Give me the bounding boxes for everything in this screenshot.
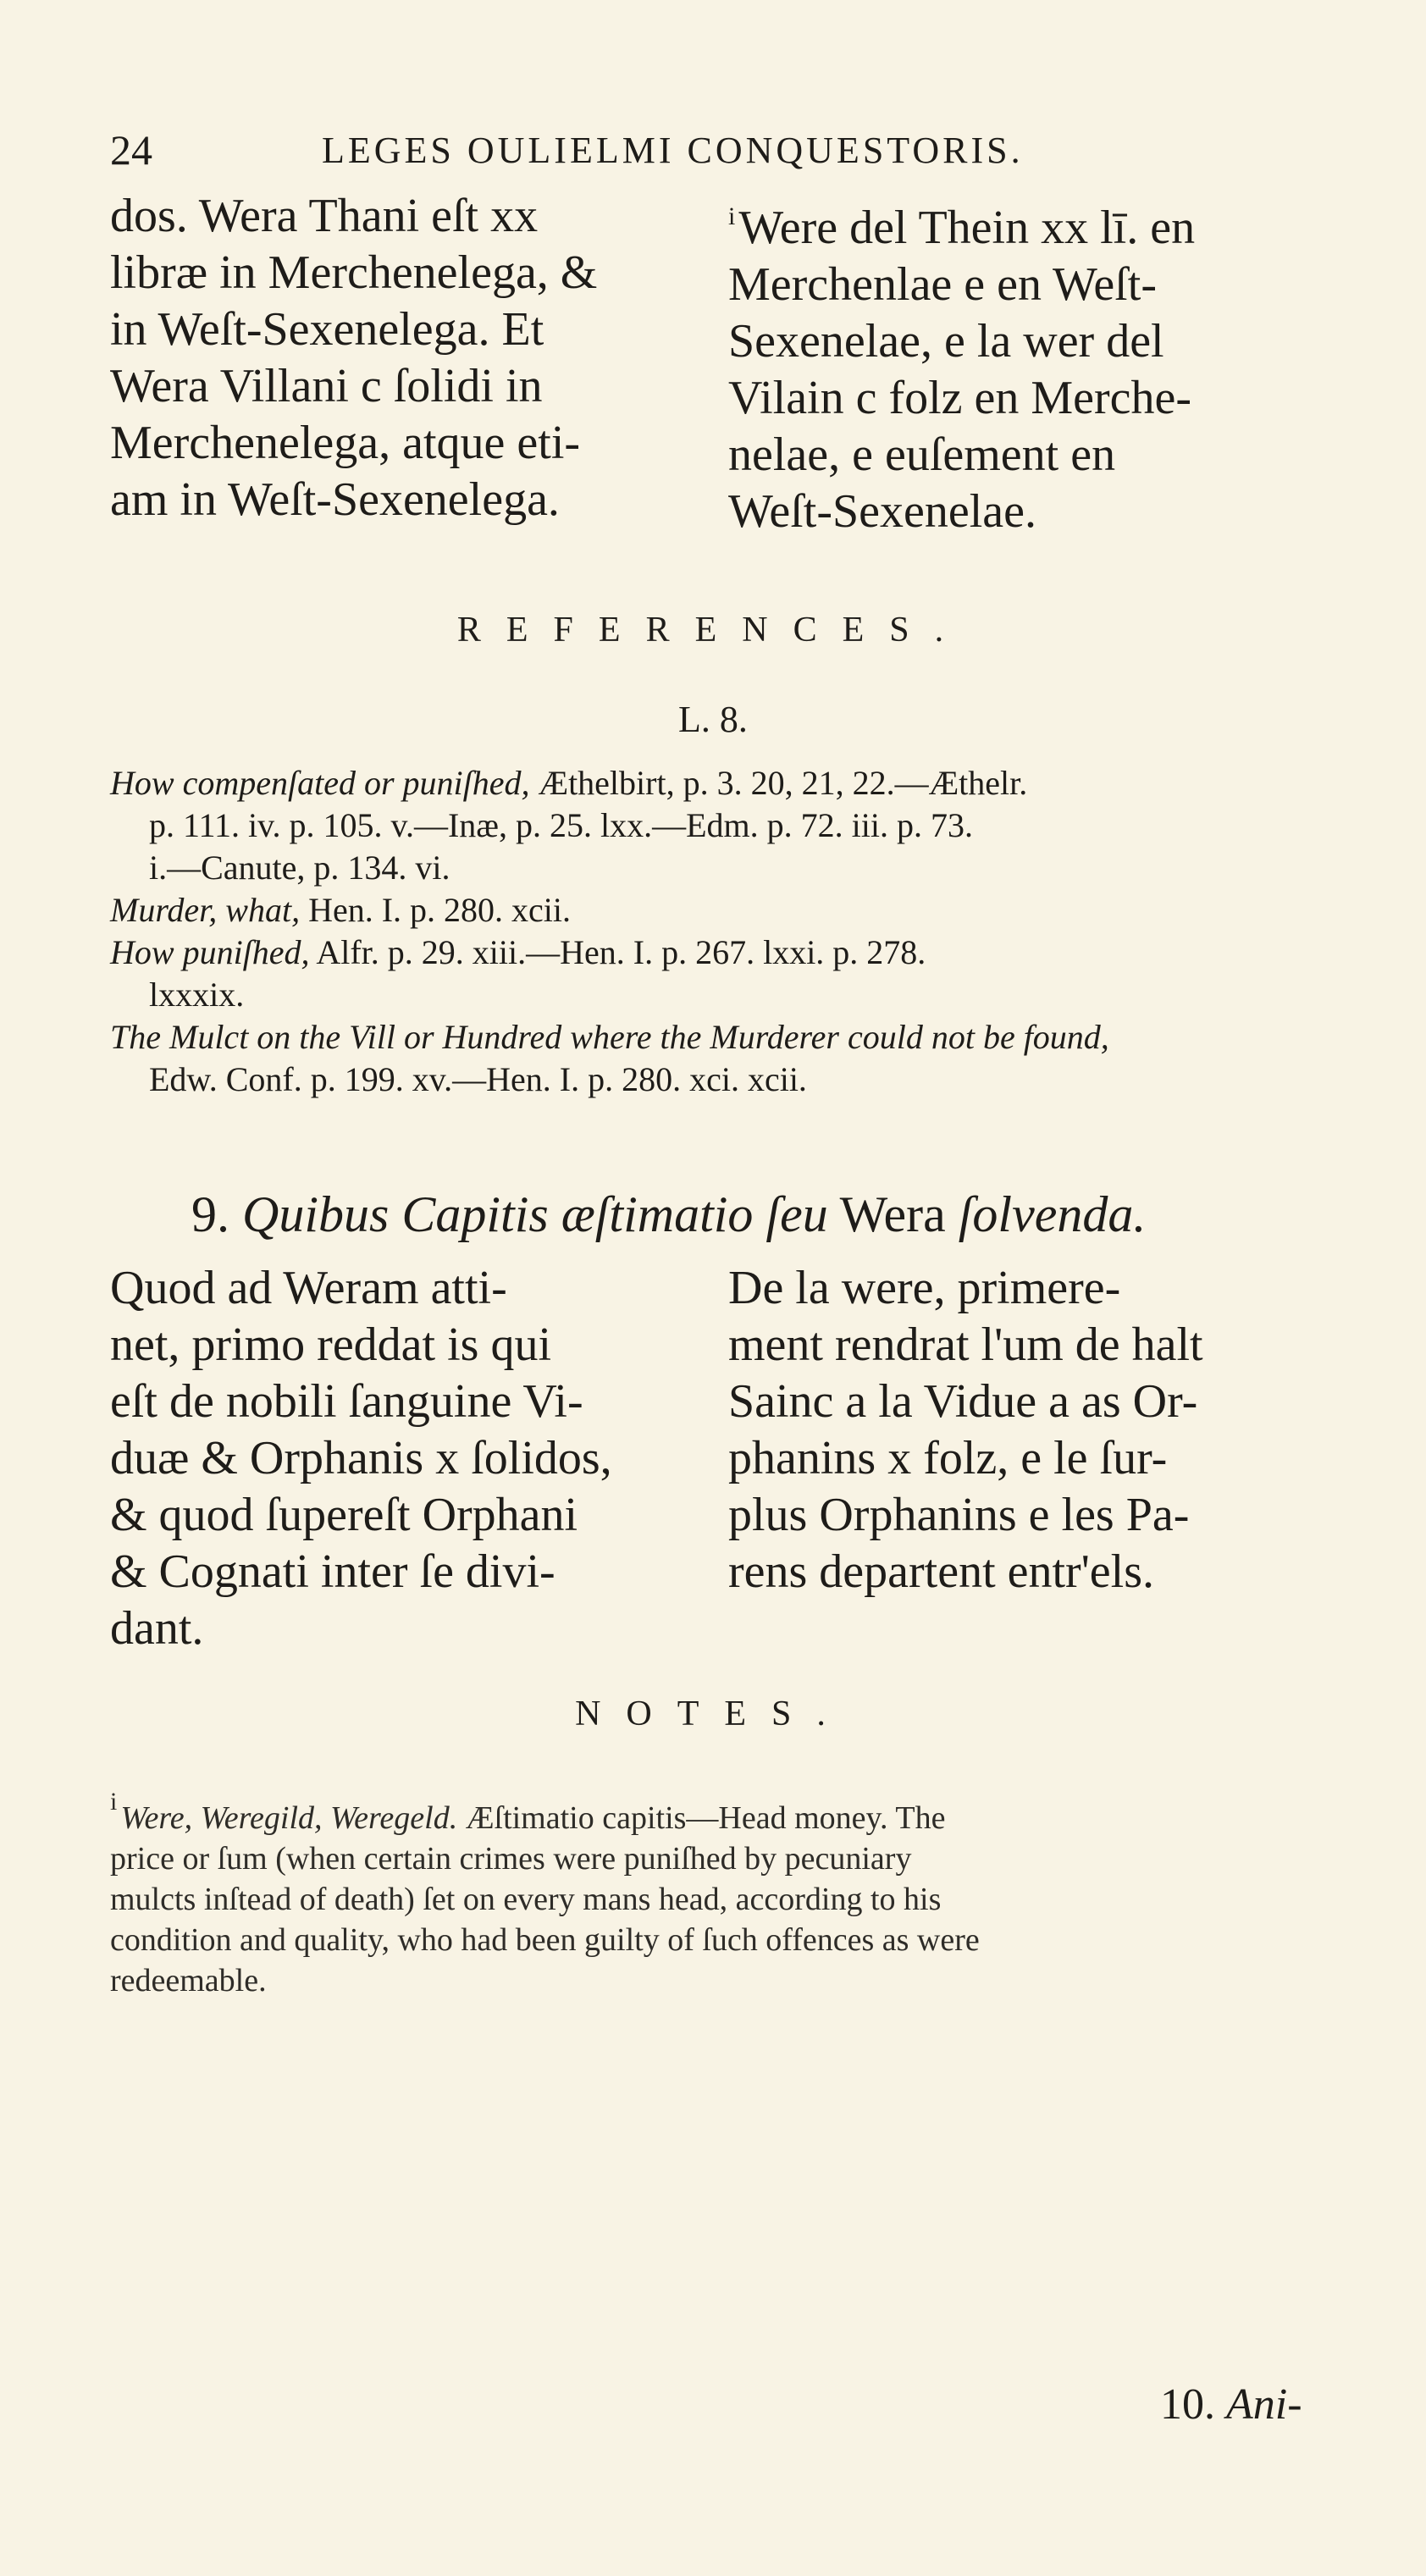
notes-heading: NOTES. — [575, 1694, 851, 1733]
french-column-bottom — [728, 1260, 1321, 1600]
latin-line: duæ & Orphanis x ſolidos, — [110, 1432, 612, 1484]
footnote-line: price or ſum (when certain crimes were puniſhed by pecuniary — [110, 1841, 912, 1877]
footnote-line — [110, 1782, 1329, 1838]
latin-line: am in Weſt-Sexenelega. — [110, 473, 560, 526]
french-line: Weſt-Sexenelae. — [728, 485, 1036, 538]
french-line: Vilain c folz en Merche- — [728, 372, 1192, 424]
french-column-top — [728, 188, 1321, 540]
footnote-terms: Were, Weregild, Weregeld. — [120, 1800, 458, 1836]
latin-column-top — [110, 188, 686, 528]
footnote-line: mulcts inſtead of death) ſet on every mans head, according to his — [110, 1882, 942, 1917]
reference-citation: lxxxix. — [149, 976, 245, 1014]
reference-citation: Hen. I. p. 280. xcii. — [308, 891, 572, 929]
running-header — [110, 125, 1109, 176]
reference-topic: How compenſated or puniſhed, — [110, 764, 530, 802]
footnote-text: Æſtimatio capitis—Head money. The — [465, 1800, 946, 1836]
french-line: ment rendrat l'um de halt — [728, 1318, 1203, 1371]
footnote-marker: i — [110, 1788, 118, 1816]
footnote-marker: i — [728, 202, 736, 230]
catchword-number: 10. — [1160, 2380, 1215, 2429]
reference-citation: Edw. Conf. p. 199. xv.—Hen. I. p. 280. xci. xcii. — [149, 1060, 807, 1098]
reference-topic: How puniſhed, — [110, 933, 310, 971]
latin-line: & Cognati inter ſe divi- — [110, 1545, 555, 1598]
latin-line: eſt de nobili ſanguine Vi- — [110, 1375, 583, 1428]
section-title: Quibus Capitis æſtimatio ſeu — [242, 1186, 828, 1242]
latin-line: dant. — [110, 1602, 204, 1655]
french-line-text: Were del Thein xx lī. en — [738, 202, 1196, 254]
latin-line: Merchenelega, atque eti- — [110, 417, 581, 469]
french-line — [728, 188, 1321, 257]
reference-citation: Alfr. p. 29. xiii.—Hen. I. p. 267. lxxi. p. 278. — [316, 933, 926, 971]
catchword-text: Ani- — [1226, 2380, 1302, 2429]
section-heading — [191, 1186, 1146, 1244]
reference-citation: i.—Canute, p. 134. vi. — [149, 849, 450, 887]
reference-entry — [110, 1016, 1329, 1059]
french-line: nelae, e euſement en — [728, 428, 1116, 481]
reference-citation: p. 111. iv. p. 105. v.—Inæ, p. 25. lxx.—Edm. p. 72. iii. p. 73. — [149, 806, 973, 844]
latin-line: Quod ad Weram atti- — [110, 1262, 507, 1314]
reference-entry — [110, 762, 1329, 804]
latin-line: in Weſt-Sexenelega. Et — [110, 303, 544, 356]
french-line: Merchenlae e en Weſt- — [728, 258, 1157, 311]
footnote-line: condition and quality, who had been guilty of ſuch offences as were — [110, 1922, 980, 1958]
french-line: Sexenelae, e la wer del — [728, 315, 1164, 368]
references-heading: REFERENCES. — [456, 611, 970, 650]
french-line: Sainc a la Vidue a as Or- — [728, 1375, 1198, 1428]
law-number: L. 8. — [678, 699, 748, 740]
footnote-line: redeemable. — [110, 1963, 267, 1998]
latin-line: net, primo reddat is qui — [110, 1318, 552, 1371]
french-line: De la were, primere- — [728, 1262, 1121, 1314]
latin-line: libræ in Merchenelega, & — [110, 246, 598, 299]
section-title-wera: Wera — [839, 1186, 946, 1242]
latin-column-bottom — [110, 1260, 703, 1657]
french-line: rens departent entr'els. — [728, 1545, 1154, 1598]
reference-entry — [110, 931, 1329, 974]
catchword — [1160, 2380, 1302, 2430]
reference-entry — [110, 889, 1329, 931]
reference-topic: The Mulct on the Vill or Hundred where the Murderer could not be found, — [110, 1018, 1109, 1056]
section-number: 9. — [191, 1186, 229, 1242]
latin-line: Wera Villani c ſolidi in — [110, 360, 543, 412]
references-list — [110, 762, 1329, 1101]
reference-topic: Murder, what, — [110, 891, 301, 929]
page-number: 24 — [110, 126, 152, 174]
reference-citation: Æthelbirt, p. 3. 20, 21, 22.—Æthelr. — [538, 764, 1028, 802]
footnote — [110, 1782, 1329, 2001]
latin-line: dos. Wera Thani eſt xx — [110, 190, 539, 242]
french-line: phanins x folz, e le ſur- — [728, 1432, 1168, 1484]
french-line: plus Orphanins e les Pa- — [728, 1489, 1190, 1541]
section-title-end: ſolvenda. — [958, 1186, 1147, 1242]
latin-line: & quod ſupereſt Orphani — [110, 1489, 578, 1541]
running-title: LEGES OULIELMI CONQUESTORIS. — [322, 130, 1024, 171]
